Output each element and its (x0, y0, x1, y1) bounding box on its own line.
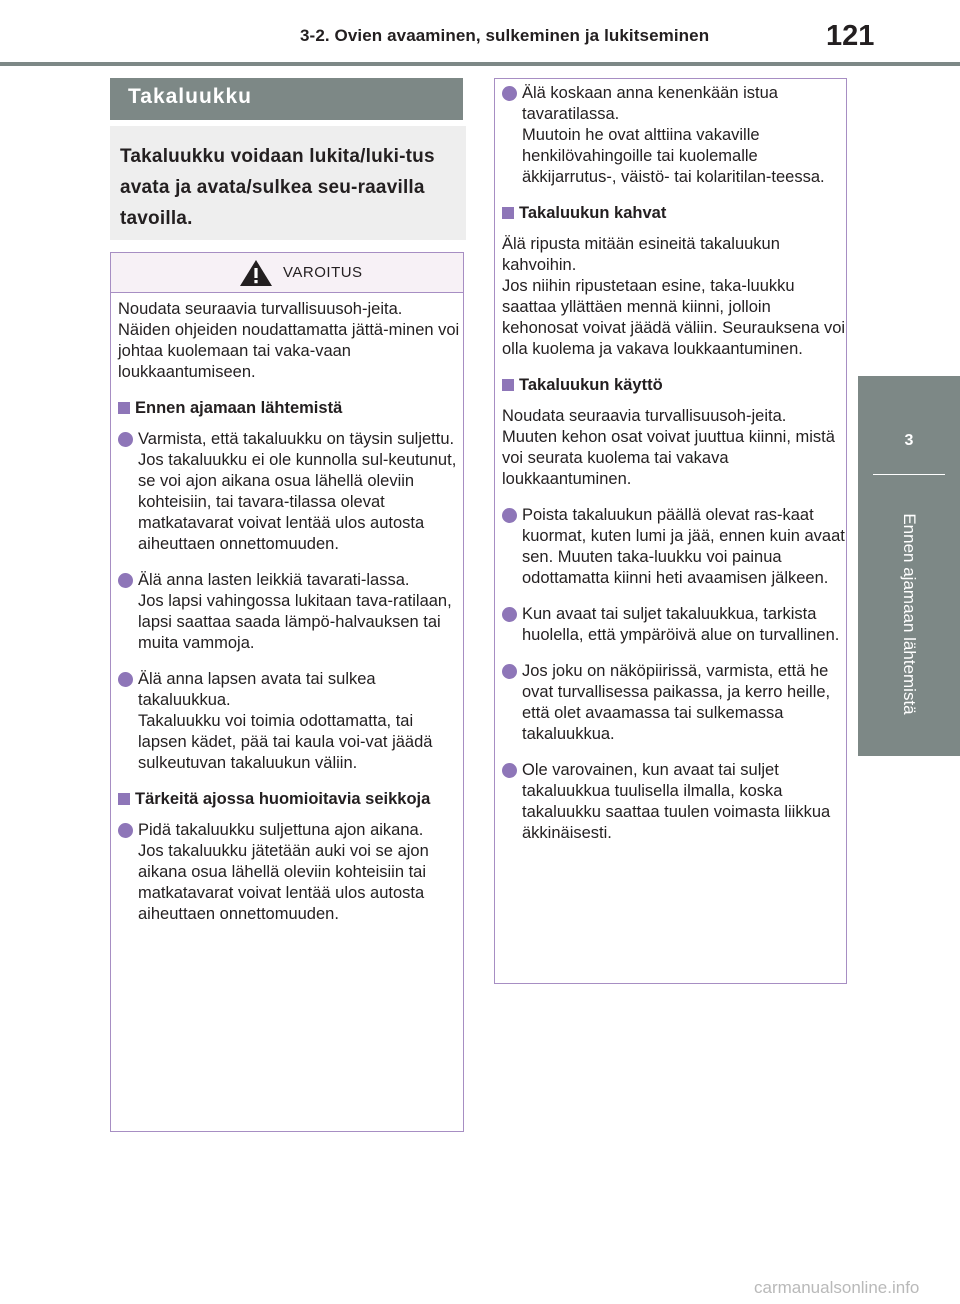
list-item-text: Kun avaat tai suljet takaluukkua, tarkista huolella, että ympäröivä alue on turvallinen. (522, 605, 840, 644)
list-item-text: Älä anna lapsen avata tai sulkea takaluukkua. Takaluukku voi toimia odottamatta, tai lapsen kädet, pää tai kaula voi-vat jäädä sulkeutuvan takaluukun väliin. (138, 670, 433, 772)
subheading-text: Takaluukun käyttö (519, 376, 663, 394)
list-item (502, 604, 846, 646)
subheading-before-driving (118, 398, 463, 419)
section-intro (110, 126, 466, 240)
list-item (118, 820, 463, 925)
round-bullet-icon (502, 664, 517, 679)
warning-body-left (111, 293, 463, 925)
round-bullet-icon (502, 86, 517, 101)
list-item-text: Poista takaluukun päällä olevat ras-kaat kuormat, kuten lumi ja jää, ennen kuin avaat sen. Muuten taka-luukku voi painua odottamatta kiinni heti avaamisen jälkeen. (522, 506, 845, 587)
subheading-text: Ennen ajamaan lähtemistä (135, 399, 343, 417)
warning-triangle-icon (239, 259, 273, 287)
list-item-text: Jos joku on näköpiirissä, varmista, että he ovat turvallisessa paikassa, ja kerro heille, että olet avaamassa tai sulkemassa takaluukkua. (522, 662, 831, 743)
list-item (502, 83, 846, 188)
paragraph: Älä ripusta mitään esineitä takaluukun kahvoihin. Jos niihin ripustetaan esine, taka-luukku saattaa yllättäen mennä kiinni, jolloin kehonosat voivat jäädä väliin. Seurauksena voi olla kuolema ja vakava loukkaantuminen. (502, 235, 846, 358)
header-rule (0, 62, 960, 66)
round-bullet-icon (118, 573, 133, 588)
round-bullet-icon (118, 672, 133, 687)
round-bullet-icon (118, 432, 133, 447)
warning-header (111, 253, 463, 293)
square-bullet-icon (118, 402, 130, 414)
round-bullet-icon (502, 763, 517, 778)
list-item (502, 505, 846, 589)
running-header: 3-2. Ovien avaaminen, sulkeminen ja lukitseminen (300, 26, 710, 45)
round-bullet-icon (502, 508, 517, 523)
list-item-text: Varmista, että takaluukku on täysin suljettu. Jos takaluukku ei ole kunnolla sul-keutunut, se voi ajon aikana osua lähellä oleviin kohteisiin, tai tavara-tilassa olevat matkatavarat voivat lentää ulos autosta aiheuttaen onnettomuuden. (138, 430, 457, 553)
round-bullet-icon (118, 823, 133, 838)
warning-label: VAROITUS (283, 264, 363, 281)
subheading-text: Tärkeitä ajossa huomioitavia seikkoja (135, 790, 431, 808)
warning-body-right (495, 79, 846, 844)
subheading-driving-notes (118, 789, 463, 810)
chapter-tab-divider (873, 474, 945, 475)
list-item (502, 661, 846, 745)
watermark: carmanualsonline.info (754, 1278, 920, 1297)
warning-intro: Noudata seuraavia turvallisuusoh-jeita. Näiden ohjeiden noudattamatta jättä-minen voi johtaa kuolemaan tai vaka-vaan loukkaantumiseen. (118, 300, 460, 381)
section-intro-text: Takaluukku voidaan lukita/luki-tus avata ja avata/sulkea seu-raavilla tavoilla. (120, 146, 435, 229)
chapter-title: Ennen ajamaan lähtemistä (900, 513, 919, 715)
list-item-text: Ole varovainen, kun avaat tai suljet takaluukkua tuulisella ilmalla, koska takaluukku saattaa tuulen voimasta liikkua äkkinäisesti. (522, 761, 831, 842)
list-item-text: Pidä takaluukku suljettuna ajon aikana. Jos takaluukku jätetään auki voi se ajon aikana osua lähellä oleviin kohteisiin tai matkatavarat voivat lentää ulos autosta aiheuttaen onnettomuuden. (138, 821, 429, 923)
subheading-usage (502, 375, 846, 396)
page-number: 121 (826, 20, 875, 52)
round-bullet-icon (502, 607, 517, 622)
square-bullet-icon (118, 793, 130, 805)
paragraph: Noudata seuraavia turvallisuusoh-jeita. Muuten kehon osat voivat juuttua kiinni, mistä voi seurata kuolema tai vakava loukkaantuminen. (502, 407, 835, 488)
list-item-text: Älä anna lasten leikkiä tavarati-lassa. Jos lapsi vahingossa lukitaan tava-ratilaan, lapsi saattaa saada lämpö-halvauksen tai muita vammoja. (138, 571, 452, 652)
warning-box-continued (494, 78, 847, 984)
subheading-text: Takaluukun kahvat (519, 204, 667, 222)
list-item-text: Älä koskaan anna kenenkään istua tavaratilassa. Muutoin he ovat alttiina vakaville henkilövahingoille tai kuolemalle äkkijarrutus-, väistö- tai kolaritilan-teessa. (522, 84, 825, 186)
chapter-side-tab (858, 376, 960, 756)
chapter-number: 3 (904, 432, 914, 449)
list-item (118, 570, 463, 654)
list-item (502, 760, 846, 844)
warning-box (110, 252, 464, 1132)
list-item (118, 429, 463, 555)
section-title: Takaluukku (110, 78, 463, 120)
list-item (118, 669, 463, 774)
subheading-handles (502, 203, 846, 224)
square-bullet-icon (502, 379, 514, 391)
square-bullet-icon (502, 207, 514, 219)
